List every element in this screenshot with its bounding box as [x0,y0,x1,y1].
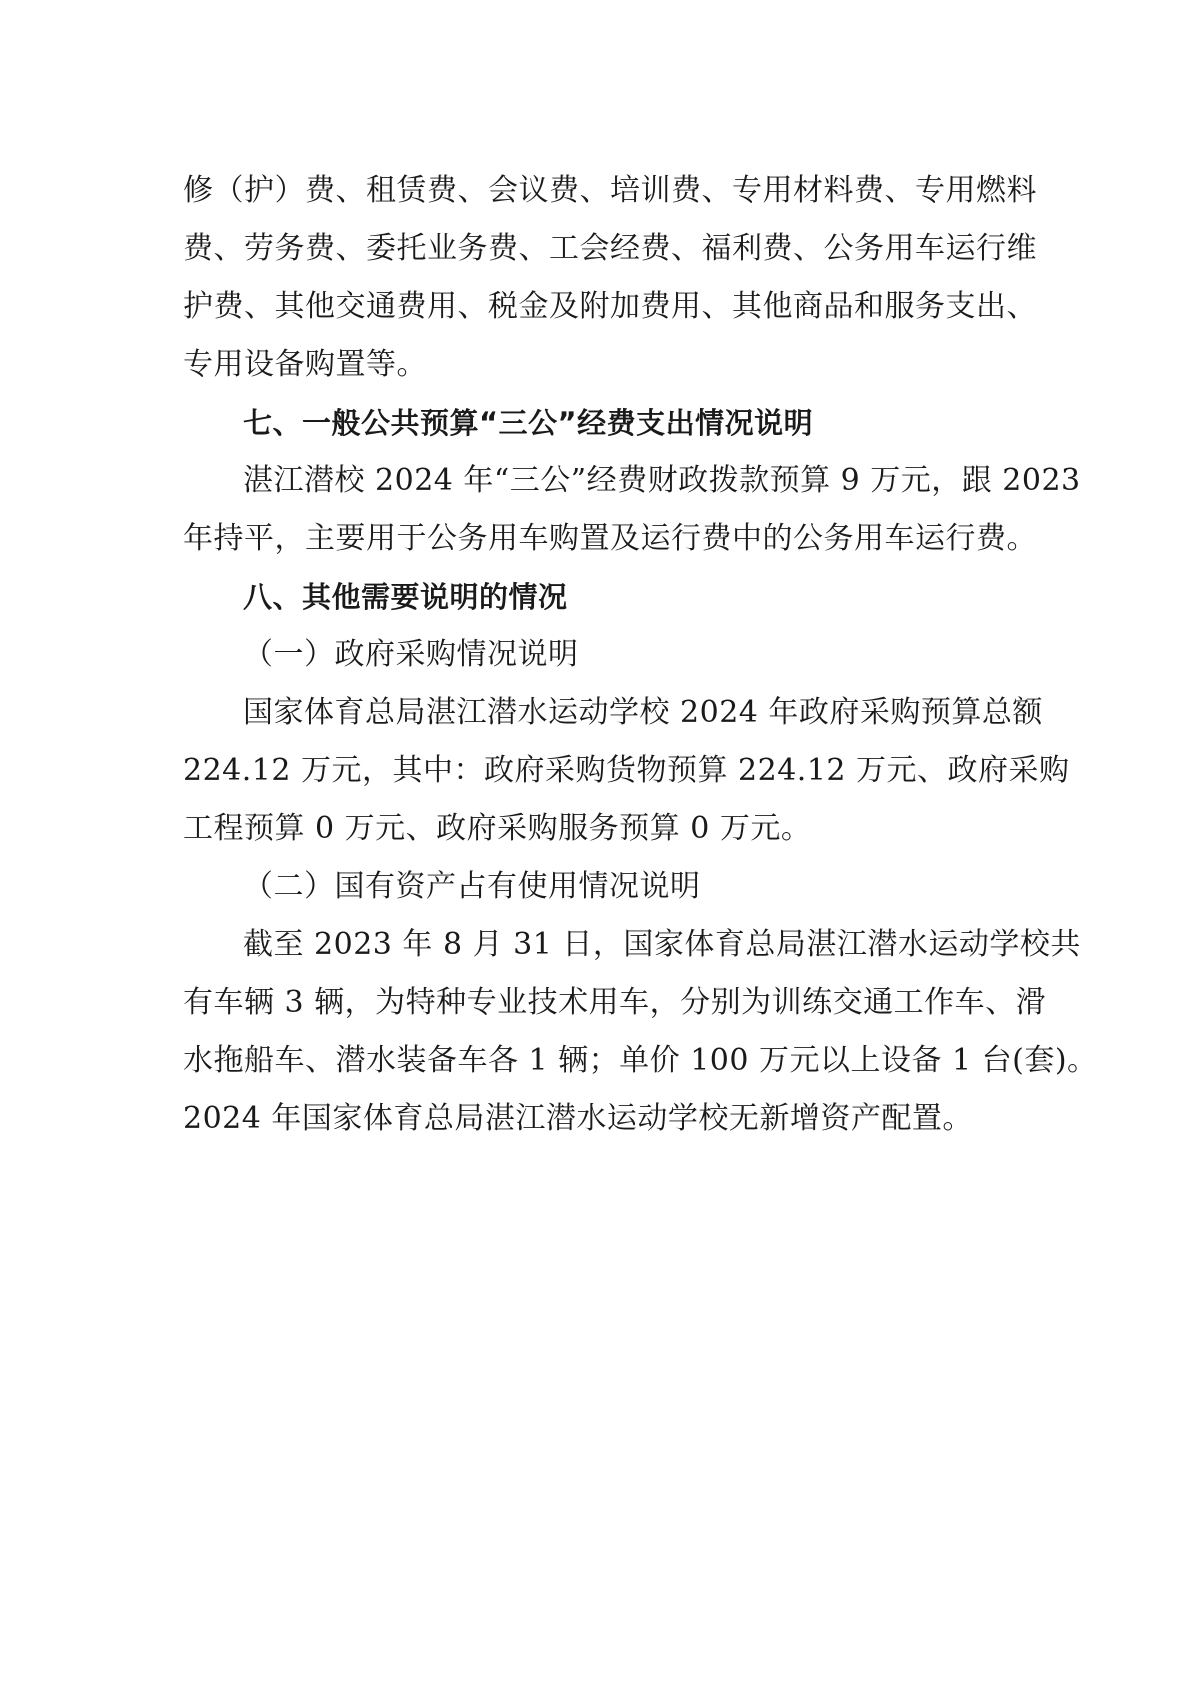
text-line: 年持平，主要用于公务用车购置及运行费中的公务用车运行费。 [183,521,1037,556]
text-line: 修（护）费、租赁费、会议费、培训费、专用材料费、专用燃料 [183,173,1037,208]
document-body [183,162,1098,1148]
text-line: 2024 年国家体育总局湛江潜水运动学校无新增资产配置。 [183,1101,973,1136]
subsection-assets-heading: （二）国有资产占有使用情况说明 [243,869,701,904]
text-line: 224.12 万元，其中：政府采购货物预算 224.12 万元、政府采购 [183,753,1070,788]
text-line: 国家体育总局湛江潜水运动学校 2024 年政府采购预算总额 [243,695,1043,730]
text-line: 工程预算 0 万元、政府采购服务预算 0 万元。 [183,811,812,846]
text-line: 水拖船车、潜水装备车各 1 辆；单价 100 万元以上设备 1 台(套)。 [183,1043,1098,1078]
paragraph-three-public-expenses [183,452,1081,568]
paragraph-procurement [183,684,1070,858]
paragraph-expense-items [183,162,1037,394]
paragraph-assets [183,916,1098,1148]
section-8-heading: 八、其他需要说明的情况 [243,580,568,614]
text-line: 截至 2023 年 8 月 31 日，国家体育总局湛江潜水运动学校共 [243,927,1081,962]
text-line: 护费、其他交通费用、税金及附加费用、其他商品和服务支出、 [183,289,1037,324]
text-line: 费、劳务费、委托业务费、工会经费、福利费、公务用车运行维 [183,231,1037,266]
section-7-heading: 七、一般公共预算“三公”经费支出情况说明 [243,406,814,440]
text-line: 湛江潜校 2024 年“三公”经费财政拨款预算 9 万元，跟 2023 [243,463,1081,498]
text-line: 有车辆 3 辆，为特种专业技术用车，分别为训练交通工作车、滑 [183,985,1047,1020]
text-line: 专用设备购置等。 [183,347,427,382]
subsection-procurement-heading: （一）政府采购情况说明 [243,637,579,672]
